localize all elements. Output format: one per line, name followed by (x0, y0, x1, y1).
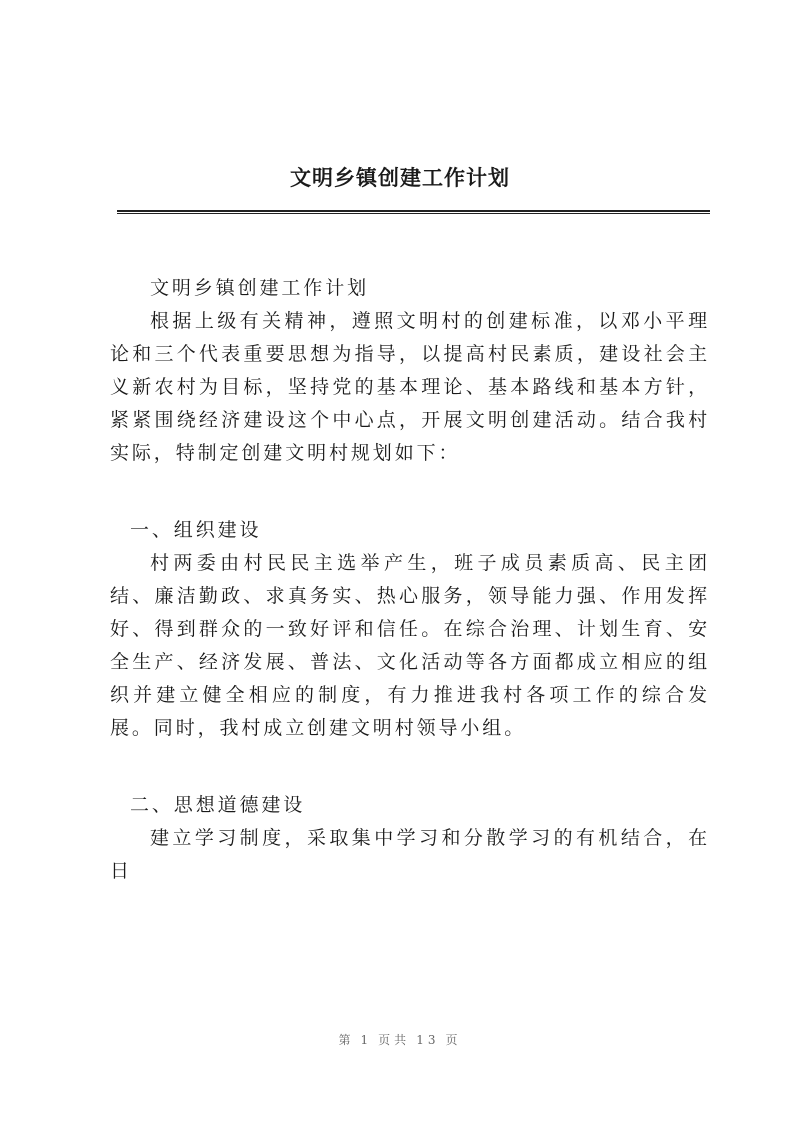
section-body-ideology: 建立学习制度，采取集中学习和分散学习的有机结合，在日 (110, 827, 710, 882)
document-subtitle: 文明乡镇创建工作计划 (150, 277, 370, 299)
footer-mid: 页共 (378, 1033, 411, 1047)
document-title: 文明乡镇创建工作计划 (290, 166, 510, 190)
section-heading-organization: 一、组织建设 (130, 519, 262, 541)
section-body-organization: 村两委由村民民主选举产生，班子成员素质高、民主团结、廉洁勤政、求真务实、热心服务，领导能力强、作用发挥好、得到群众的一致好评和信任。在综合治理、计划生育、安全生产、经济发展、普法、文化活动等各方面都成立相应的组织并建立健全相应的制度，有力推进我村各项工作的综合发展。同时，我村成立创建文明村领导小组。 (110, 552, 710, 739)
title-divider (117, 210, 710, 214)
footer-page-number: 1 (360, 1033, 373, 1047)
page-footer (0, 1031, 800, 1048)
section-gap (110, 470, 710, 514)
footer-prefix: 第 (338, 1033, 355, 1047)
footer-suffix: 页 (445, 1033, 462, 1047)
footer-total-pages: 13 (416, 1033, 440, 1047)
intro-paragraph: 根据上级有关精神，遵照文明村的创建标准，以邓小平理论和三个代表重要思想为指导，以提高村民素质，建设社会主义新农村为目标，坚持党的基本理论、基本路线和基本方针，紧紧围绕经济建设这个中心点，开展文明创建活动。结合我村实际，特制定创建文明村规划如下： (110, 310, 710, 464)
document-body (110, 272, 710, 888)
section-heading-ideology: 二、思想道德建设 (130, 794, 306, 816)
section-gap (110, 745, 710, 789)
